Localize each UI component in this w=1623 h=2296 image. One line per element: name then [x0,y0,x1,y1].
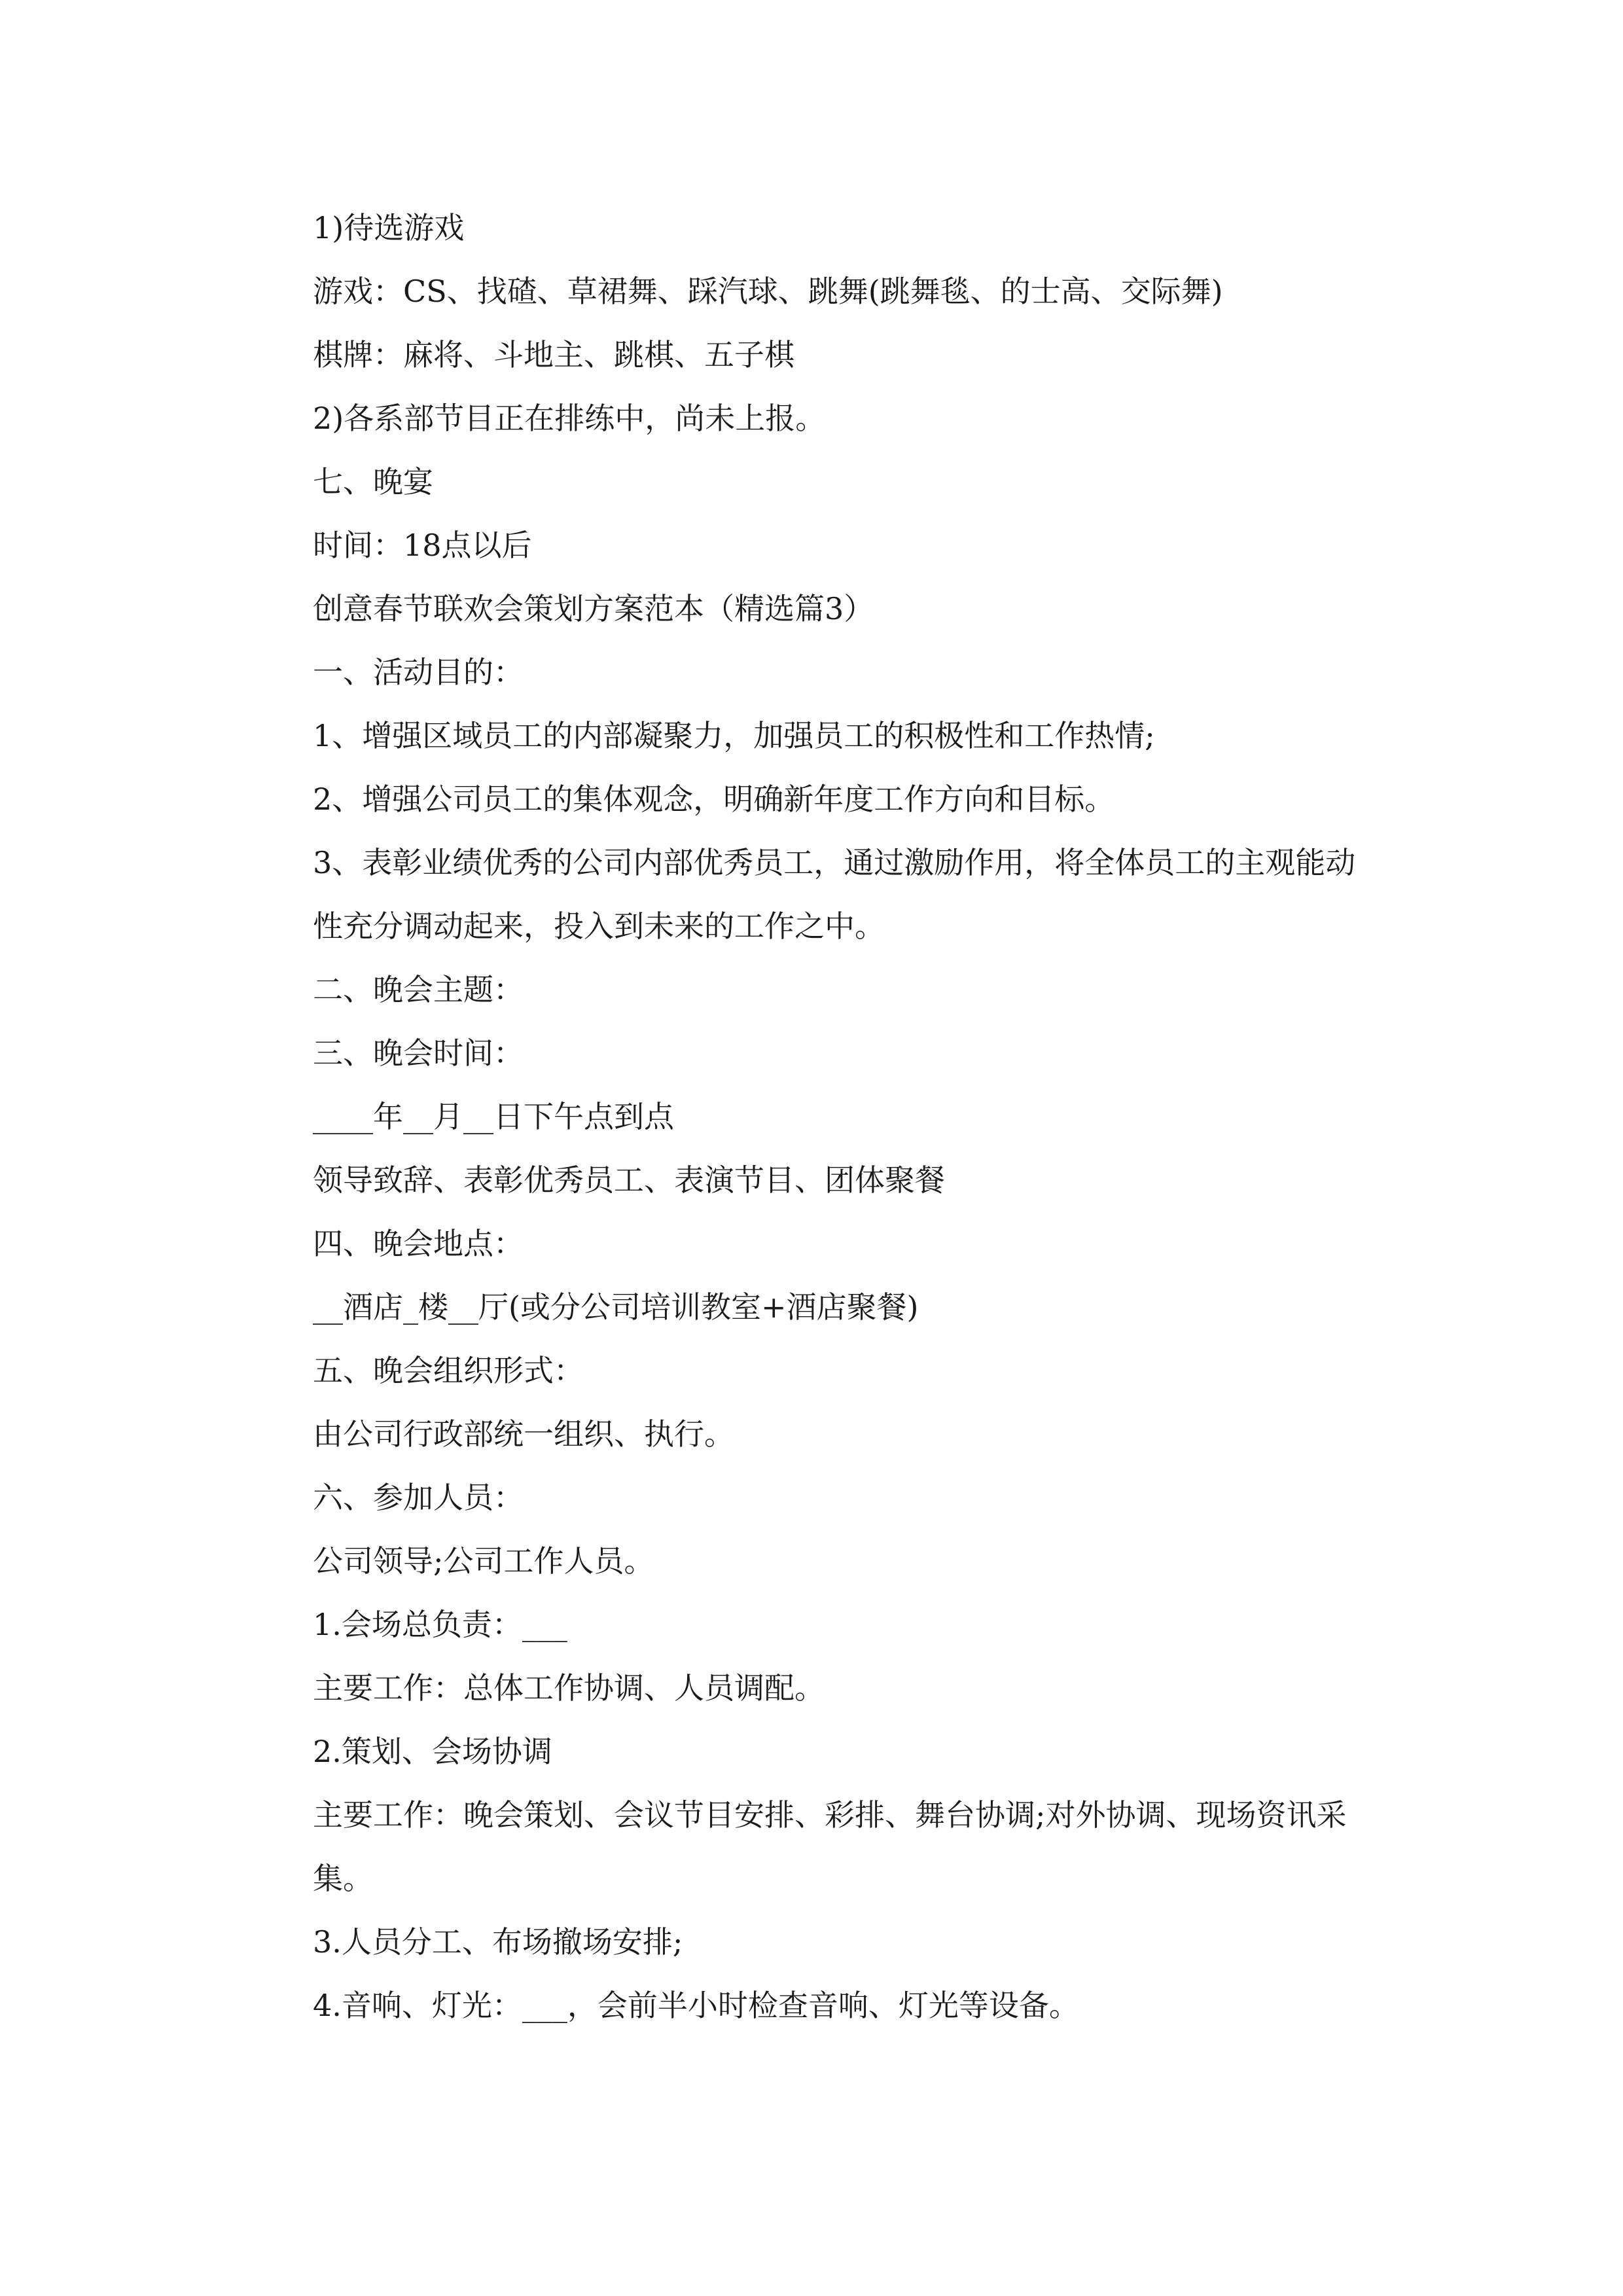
paragraph-staff-assignment: 3.人员分工、布场撤场安排; [313,1924,683,1960]
heading-organization-form: 五、晚会组织形式： [313,1353,584,1388]
section-title: 创意春节联欢会策划方案范本（精选篇3） [313,591,874,626]
heading-activity-purpose: 一、活动目的： [313,655,524,690]
paragraph-venue-lead-duties: 主要工作：总体工作协调、人员调配。 [313,1670,825,1706]
paragraph-venue-detail: __酒店_楼__厅(或分公司培训教室+酒店聚餐) [313,1289,919,1325]
paragraph-board-games-list: 棋牌：麻将、斗地主、跳棋、五子棋 [313,337,794,372]
paragraph-planning-duties: 主要工作：晚会策划、会议节目安排、彩排、舞台协调;对外协调、现场资讯采集。 [313,1797,1347,1896]
heading-party-theme: 二、晚会主题： [313,972,524,1007]
paragraph-party-date: ____年__月__日下午点到点 [313,1099,674,1134]
paragraph-purpose-2: 2、增强公司员工的集体观念，明确新年度工作方向和目标。 [313,781,1115,817]
paragraph-party-agenda: 领导致辞、表彰优秀员工、表演节目、团体聚餐 [313,1162,945,1198]
paragraph-venue-lead: 1.会场总负责：___ [313,1607,567,1642]
heading-party-time: 三、晚会时间： [313,1035,524,1071]
paragraph-organization-detail: 由公司行政部统一组织、执行。 [313,1416,734,1452]
heading-party-venue: 四、晚会地点： [313,1226,524,1261]
paragraph-purpose-3: 3、表彰业绩优秀的公司内部优秀员工，通过激励作用，将全体员工的主观能动性充分调动起来，投入到未来的工作之中。 [313,845,1356,944]
paragraph-game-options-heading: 1)待选游戏 [313,210,465,245]
document-body [247,196,1373,2037]
heading-banquet: 七、晚宴 [313,464,433,499]
paragraph-purpose-1: 1、增强区域员工的内部凝聚力，加强员工的积极性和工作热情; [313,718,1155,753]
paragraph-department-programs: 2)各系部节目正在排练中，尚未上报。 [313,401,826,436]
paragraph-games-list: 游戏：CS、找碴、草裙舞、踩汽球、跳舞(跳舞毯、的士高、交际舞) [313,274,1223,309]
heading-participants: 六、参加人员： [313,1480,524,1515]
paragraph-planning-coordination: 2.策划、会场协调 [313,1734,552,1769]
paragraph-participants-detail: 公司领导;公司工作人员。 [313,1543,654,1579]
paragraph-sound-lighting: 4.音响、灯光：___，会前半小时检查音响、灯光等设备。 [313,1988,1079,2023]
paragraph-banquet-time: 时间：18点以后 [313,528,532,563]
